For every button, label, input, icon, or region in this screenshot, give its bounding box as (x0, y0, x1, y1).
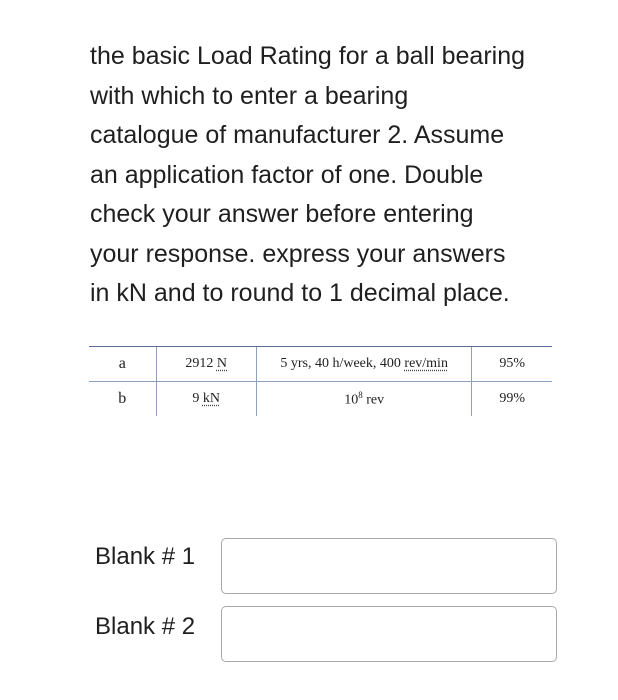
table-row-b (89, 382, 552, 417)
bearing-data-table (89, 346, 552, 416)
load-value: 2912 (185, 356, 214, 371)
reliability-cell: 95% (472, 347, 552, 382)
radial-load-cell (156, 382, 256, 417)
blank-1-input[interactable] (221, 538, 557, 594)
life-unit: rev (366, 392, 385, 408)
blank-2-input[interactable] (221, 606, 557, 662)
question-line: the basic Load Rating for a ball bearing (90, 42, 526, 70)
question-line: an application factor of one. Double (90, 160, 484, 189)
row-label: a (89, 347, 156, 382)
life-cell (256, 347, 472, 382)
radial-load-cell (156, 347, 256, 382)
question-line: with which to enter a bearing (90, 81, 409, 110)
reliability-cell: 99% (472, 382, 552, 417)
life-cell (256, 382, 472, 417)
life-base: 10 (344, 392, 359, 408)
life-exponent: 8 (358, 389, 363, 400)
load-unit: kN (202, 391, 220, 406)
load-value: 9 (192, 391, 200, 406)
load-unit: N (216, 356, 227, 371)
row-label: b (118, 390, 127, 407)
blank-2-label: Blank # 2 (95, 613, 196, 640)
question-line: check your answer before entering (90, 200, 474, 228)
question-text (90, 37, 590, 314)
question-line: your response. express your answers (90, 239, 506, 268)
question-line: catalogue of manufacturer 2. Assume (90, 121, 505, 149)
blank-1-label: Blank # 1 (95, 543, 196, 570)
question-line: in kN and to round to 1 decimal place. (90, 279, 510, 307)
life-text: 5 yrs, 40 h/week, 400 (280, 356, 401, 371)
table-row-a (89, 347, 552, 382)
life-unit: rev/min (404, 356, 448, 371)
